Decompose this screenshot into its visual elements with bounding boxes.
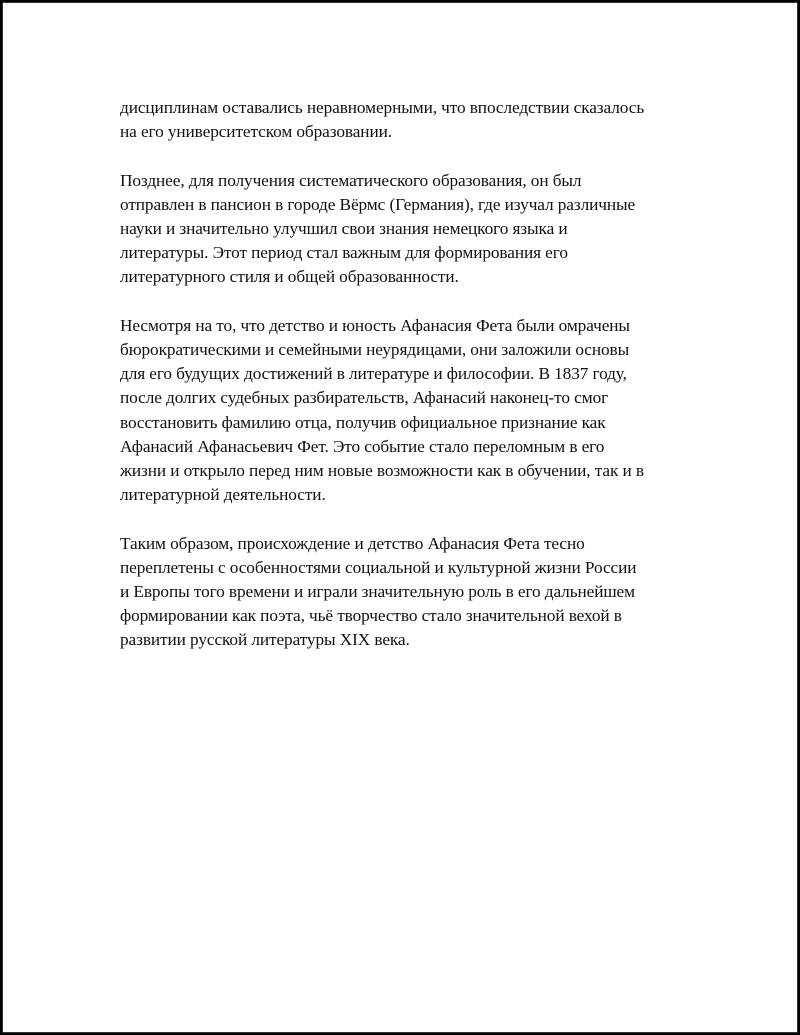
- text-line: науки и значительно улучшил свои знания немецкого языка и: [120, 219, 568, 238]
- text-line: для его будущих достижений в литературе и философии. В 1837 году,: [120, 364, 627, 384]
- text-line: после долгих судебных разбирательств, Афанасий наконец-то смог: [120, 388, 609, 408]
- text-line: и Европы того времени и играли значительную роль в его дальнейшем: [120, 582, 635, 602]
- text-line: литературной деятельности.: [120, 485, 326, 505]
- text-line: переплетены с особенностями социальной и культурной жизни России: [120, 557, 637, 577]
- paragraph-1: [120, 96, 700, 144]
- text-line: отправлен в пансион в городе Вёрмс (Германия), где изучал различные: [120, 194, 636, 214]
- text-line: восстановить фамилию отца, получив официальное признание как: [120, 412, 606, 432]
- text-line: развитии русской литературы XIX века.: [120, 630, 410, 650]
- text-line: Таким образом, происхождение и детство Афанасия Фета тесно: [120, 533, 585, 553]
- text-line: Несмотря на то, что детство и юность Афанасия Фета были омрачены: [120, 315, 630, 335]
- text-line: Позднее, для получения систематического образования, он был: [120, 170, 582, 190]
- text-line: Афанасий Афанасьевич Фет. Это событие стало переломным в его: [120, 436, 605, 456]
- document-text-body: [120, 96, 700, 677]
- paragraph-4: [120, 532, 700, 653]
- text-line: жизни и открыло перед ним новые возможности как в обучении, так и в: [120, 461, 644, 481]
- text-line: литературного стиля и общей образованности.: [120, 267, 459, 287]
- text-line: формировании как поэта, чьё творчество стало значительной вехой в: [120, 606, 622, 626]
- text-line: литературы. Этот период стал важным для формирования его: [120, 243, 568, 263]
- text-line: на его университетском образовании.: [120, 122, 392, 142]
- text-line: бюрократическими и семейными неурядицами, они заложили основы: [120, 340, 630, 359]
- paragraph-2: [120, 169, 700, 290]
- paragraph-3: [120, 314, 700, 508]
- text-line: дисциплинам оставались неравномерными, что впоследствии сказалось: [120, 98, 645, 117]
